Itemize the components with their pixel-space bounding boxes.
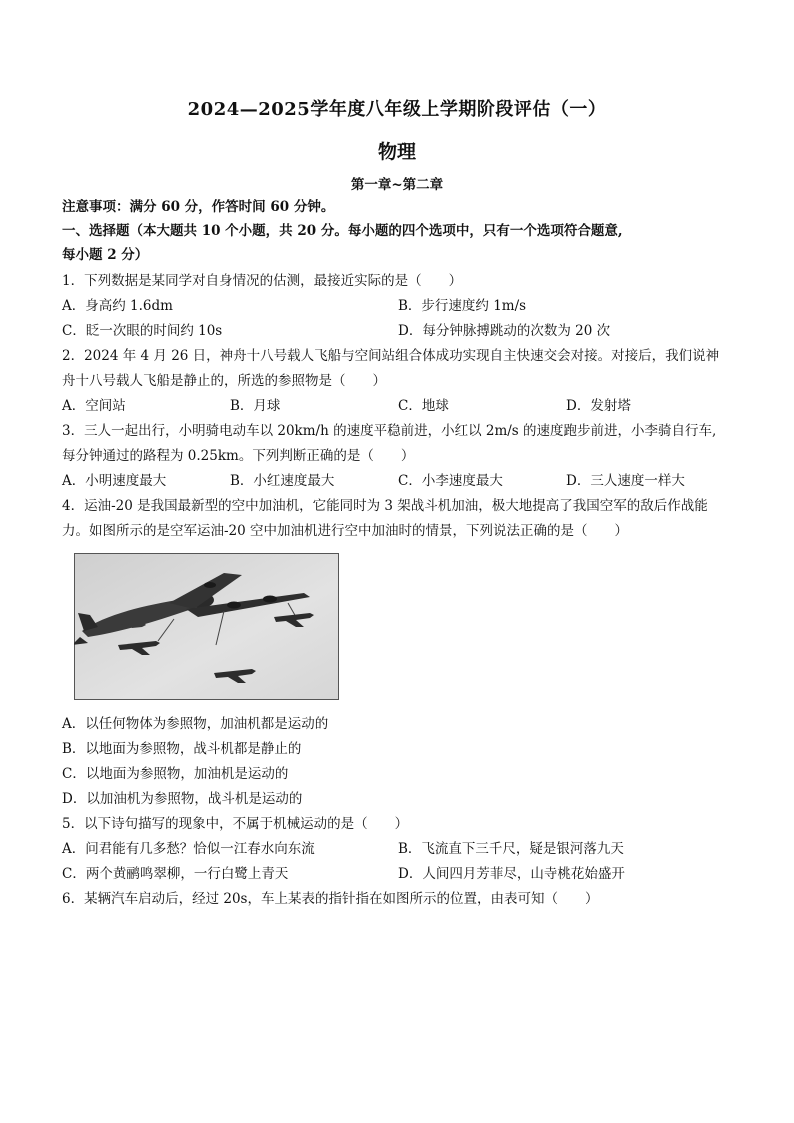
q1-option-c: C．眨一次眼的时间约 10s (62, 323, 223, 339)
q2-option-d: D．发射塔 (566, 398, 631, 414)
exam-title: 2024—2025学年度八年级上学期阶段评估（一） (187, 99, 607, 120)
notice: 注意事项：满分 60 分，作答时间 60 分钟。 (62, 199, 335, 215)
q2-stem-line1: 2．2024 年 4 月 26 日，神舟十八号载人飞船与空间站组合体成功实现自主快速交会对接。对接后，我们说神 (62, 348, 720, 364)
section-heading-line1: 一、选择题（本大题共 10 个小题，共 20 分。每小题的四个选项中，只有一个选项符合题意, (62, 223, 623, 239)
q5-option-c: C．两个黄鹂鸣翠柳，一行白鹭上青天 (62, 866, 289, 882)
q3-option-d: D．三人速度一样大 (566, 473, 685, 489)
aerial-refueling-photo-icon (74, 553, 339, 700)
q1-option-b: B．步行速度约 1m/s (398, 298, 527, 314)
q2-stem-line2: 舟十八号载人飞船是静止的，所选的参照物是（ ） (62, 373, 386, 389)
q1-option-d: D．每分钟脉搏跳动的次数为 20 次 (398, 323, 611, 339)
q2-option-c: C．地球 (398, 398, 449, 414)
q5-option-d: D．人间四月芳菲尽，山寺桃花始盛开 (398, 866, 625, 882)
subject-title: 物理 (377, 141, 416, 163)
q3-option-c: C．小李速度最大 (398, 473, 503, 489)
q4-option-c: C．以地面为参照物，加油机是运动的 (62, 766, 289, 782)
q3-option-b: B．小红速度最大 (230, 473, 335, 489)
q1-option-a: A．身高约 1.6dm (62, 298, 173, 314)
q3-option-a: A．小明速度最大 (62, 473, 167, 489)
chapter-scope: 第一章~第二章 (350, 177, 444, 193)
q3-stem-line1: 3．三人一起出行，小明骑电动车以 20km/h 的速度平稳前进，小红以 2m/s 的速度跑步前进，小李骑自行车, (62, 423, 717, 439)
q4-option-b: B．以地面为参照物，战斗机都是静止的 (62, 741, 302, 757)
q4-stem-line2: 力。如图所示的是空军运油-20 空中加油机进行空中加油时的情景，下列说法正确的是（ ） (62, 523, 629, 539)
q4-option-d: D．以加油机为参照物，战斗机是运动的 (62, 791, 303, 807)
section-heading-line2: 每小题 2 分） (62, 247, 149, 263)
q5-option-a: A．问君能有几多愁？恰似一江春水向东流 (62, 841, 315, 857)
q6-stem: 6．某辆汽车启动后，经过 20s，车上某表的指针指在如图所示的位置，由表可知（ ） (62, 891, 599, 907)
q4-stem-line1: 4．运油-20 是我国最新型的空中加油机，它能同时为 3 架战斗机加油，极大地提高了我国空军的敌后作战能 (62, 498, 708, 514)
q2-option-a: A．空间站 (62, 398, 126, 414)
q4-option-a: A．以任何物体为参照物，加油机都是运动的 (62, 716, 329, 732)
q5-stem: 5．以下诗句描写的现象中，不属于机械运动的是（ ） (62, 816, 409, 832)
q2-option-b: B．月球 (230, 398, 281, 414)
q5-option-b: B．飞流直下三千尺，疑是银河落九天 (398, 841, 624, 857)
q3-stem-line2: 每分钟通过的路程为 0.25km。下列判断正确的是（ ） (62, 448, 415, 464)
q1-stem: 1．下列数据是某同学对自身情况的估测，最接近实际的是（ ） (62, 273, 463, 289)
